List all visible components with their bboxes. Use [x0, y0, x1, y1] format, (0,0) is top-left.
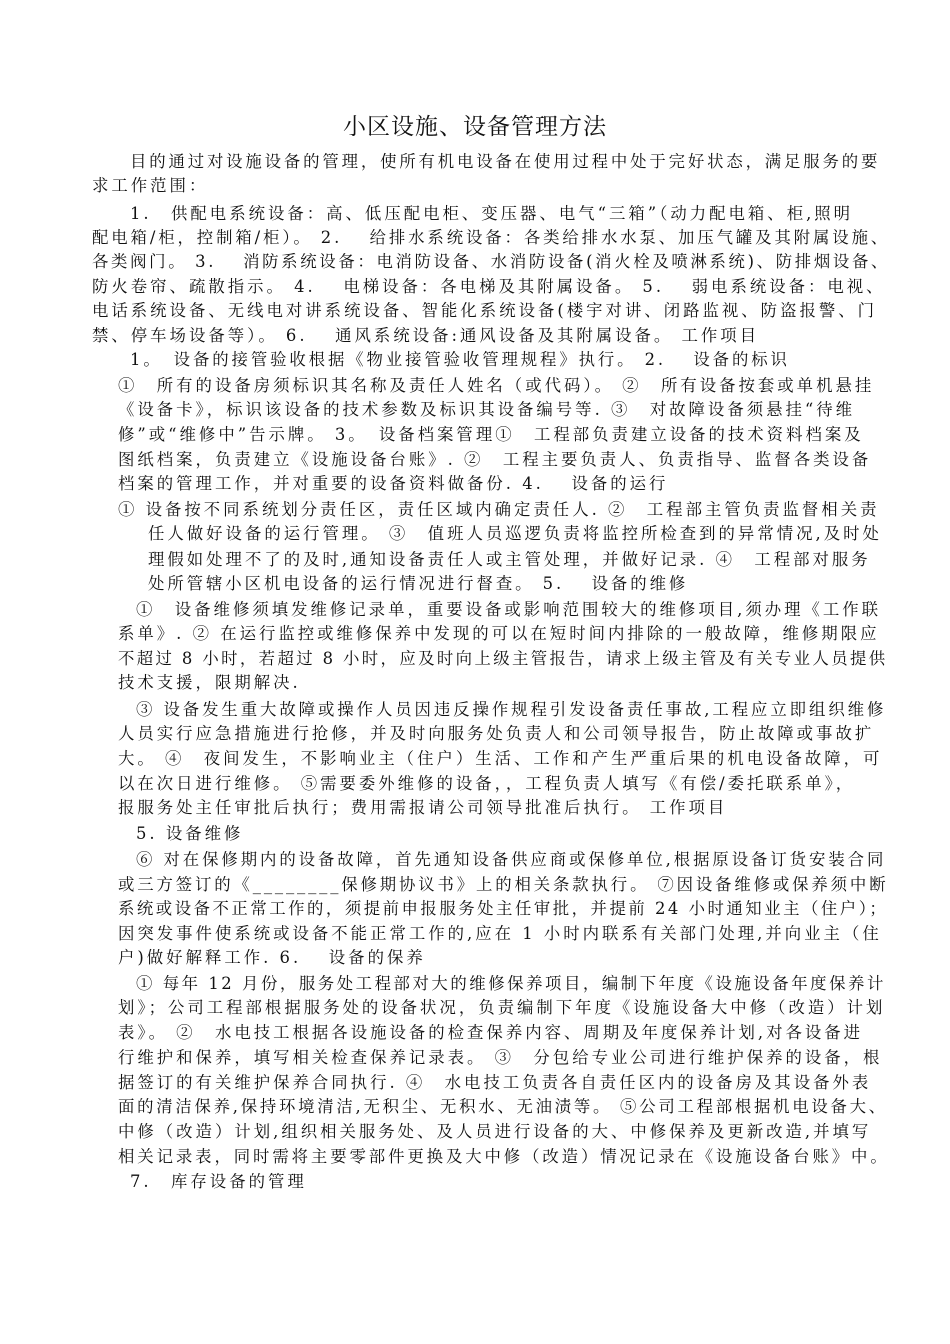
text-line: 系统或设备不正常工作的，须提前申报服务处主任审批，并提前 24 小时通知业主（住户）； — [118, 899, 889, 918]
text-line: 电话系统设备、无线电对讲系统设备、智能化系统设备(楼宇对讲、闭路监视、防盗报警、门 — [92, 301, 878, 320]
text-line: 系单》. ② 在运行监控或维修保养中发现的可以在短时间内排除的一般故障，维修期限应 — [118, 624, 880, 643]
text-line: 1。 设备的接管验收根据《物业接管验收管理规程》执行。 2. 设备的标识 — [130, 350, 790, 369]
text-line: 面的清洁保养,保持环境清洁,无积尘、无积水、无油渍等。 ⑤公司工程部根据机电设备大、 — [118, 1097, 888, 1116]
text-line: 以在次日进行维修。 ⑤需要委外维修的设备，，工程负责人填写《有偿/委托联系单》， — [118, 774, 856, 793]
text-line: 禁、停车场设备等）。 6. 通风系统设备:通风设备及其附属设备。 工作项目 — [92, 326, 760, 345]
text-line: 据签订的有关维护保养合同执行. ④ 水电技工负责各自责任区内的设备房及其设备外表 — [118, 1073, 872, 1092]
text-line: 修”或“维修中”告示牌。 3。 设备档案管理① 工程部负责建立设备的技术资料档案及 — [118, 425, 864, 444]
text-line: 不超过 8 小时，若超过 8 小时，应及时向上级主管报告，请求上级主管及有关专业人员提供 — [118, 649, 888, 668]
text-line: ③ 设备发生重大故障或操作人员因违反操作规程引发设备责任事故,工程应立即组织维修 — [136, 700, 887, 719]
text-line: 1. 供配电系统设备：高、低压配电柜、变压器、电气“三箱”（动力配电箱、柜,照明 — [130, 204, 854, 223]
text-line: 理假如处理不了的及时,通知设备责任人或主管处理，并做好记录. ④ 工程部对服务 — [148, 550, 871, 569]
text-line: 技术支援，限期解决. — [118, 673, 301, 692]
text-line: 各类阀门。 3. 消防系统设备：电消防设备、水消防设备(消火栓及喷淋系统)、防排烟设备、 — [92, 252, 891, 271]
text-line: 目的通过对设施设备的管理，使所有机电设备在使用过程中处于完好状态，满足服务的要 — [130, 152, 881, 171]
text-line: 表》。 ② 水电技工根据各设施设备的检查保养内容、周期及年度保养计划,对各设备进 — [118, 1023, 864, 1042]
text-line: 行维护和保养，填写相关检查保养记录表。 ③ 分包给专业公司进行维护保养的设备，根 — [118, 1048, 883, 1067]
text-line: 求工作范围： — [92, 176, 209, 195]
text-line: ① 每年 12 月份，服务处工程部对大的维修保养项目，编制下年度《设施设备年度保养计 — [136, 974, 886, 993]
text-line: ⑥ 对在保修期内的设备故障，首先通知设备供应商或保修单位,根据原设备订货安装合同 — [136, 850, 887, 869]
text-line: 相关记录表，同时需将主要零部件更换及大中修（改造）情况记录在《设施设备台账》中。 — [118, 1147, 890, 1166]
text-line: ① 设备维修须填发维修记录单，重要设备或影响范围较大的维修项目,须办理《工作联 — [136, 600, 882, 619]
text-line: 中修（改造）计划,组织相关服务处、及人员进行设备的大、中修保养及更新改造,并填写 — [118, 1122, 872, 1141]
text-line: 报服务处主任审批后执行；费用需报请公司领导批准后执行。 工作项目 — [118, 798, 728, 817]
text-line: 划》；公司工程部根据服务处的设备状况，负责编制下年度《设施设备大中修（改造）计划 — [118, 998, 886, 1017]
page-title: 小区设施、设备管理方法 — [343, 114, 607, 140]
text-line: ① 设备按不同系统划分责任区，责任区域内确定责任人. ② 工程部主管负责监督相关责 — [118, 500, 880, 519]
text-line: 7. 库存设备的管理 — [130, 1172, 307, 1191]
text-line: 图纸档案，负责建立《设施设备台账》. ② 工程主要负责人、负责指导、监督各类设备 — [118, 450, 872, 469]
text-line: 配电箱/柜，控制箱/柜）。 2. 给排水系统设备：各类给排水水泵、加压气罐及其附属设施、 — [92, 228, 891, 247]
text-line: ① 所有的设备房须标识其名称及责任人姓名（或代码）。 ② 所有设备按套或单机悬挂 — [118, 376, 875, 395]
text-line: 防火卷帘、疏散指示。 4. 电梯设备：各电梯及其附属设备。 5. 弱电系统设备：电视、 — [92, 277, 886, 296]
text-line: 处所管辖小区机电设备的运行情况进行督查。 5. 设备的维修 — [148, 574, 689, 593]
text-line: 因突发事件使系统或设备不能正常工作的,应在 1 小时内联系有关部门处理,并向业主（住 — [118, 924, 882, 943]
text-line: 任人做好设备的运行管理。 ③ 值班人员巡逻负责将监控所检查到的异常情况,及时处 — [148, 524, 882, 543]
text-line: 档案的管理工作，并对重要的设备资料做备份. 4. 设备的运行 — [118, 474, 669, 493]
text-line: 《设备卡》，标识该设备的技术参数及标识其设备编号等. ③ 对故障设备须悬挂“待维 — [118, 400, 856, 419]
text-line: 大。 ④ 夜间发生，不影响业主（住户）生活、工作和产生严重后果的机电设备故障，可 — [118, 749, 883, 768]
text-line: 5. 设备维修 — [136, 824, 244, 843]
text-line: 人员实行应急措施进行抢修，并及时向服务处负责人和公司领导报告，防止故障或事故扩 — [118, 724, 875, 743]
text-line: 户)做好解释工作. 6. 设备的保养 — [118, 948, 426, 967]
text-line: 或三方签订的《________保修期协议书》上的相关条款执行。 ⑦因设备维修或保养须中断 — [118, 875, 889, 894]
